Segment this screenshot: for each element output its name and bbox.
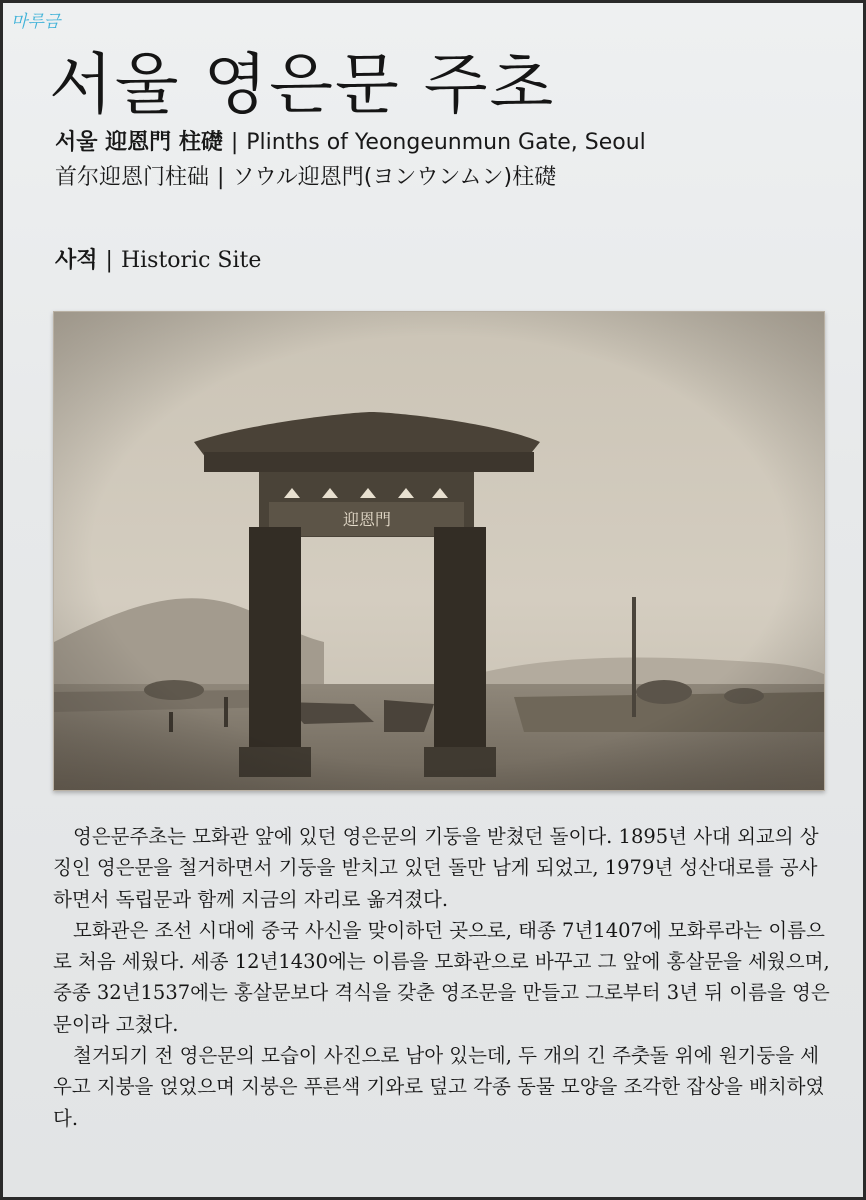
gate-photo-illustration [54, 312, 824, 790]
subtitle-hanja: 서울 迎恩門 柱礎 [55, 130, 223, 155]
subtitle-chinese: 首尔迎恩门柱础 [55, 165, 210, 190]
separator: | [105, 248, 113, 273]
description-paragraph: 철거되기 전 영은문의 모습이 사진으로 남아 있는데, 두 개의 긴 주춧돌 위에 원기둥을 세우고 지붕을 얹었으며 지붕은 푸른색 기와로 덮고 각종 동물 모양을 조각한 잡상을 배치하였다. [53, 1044, 825, 1130]
subtitle-chinese-japanese [55, 160, 556, 191]
description [53, 821, 833, 1134]
category-korean: 사적 [55, 248, 98, 273]
page-title: 서울 영은문 주초 [49, 46, 556, 123]
subtitle-hanja-english [55, 125, 646, 156]
category-label [55, 243, 261, 274]
subtitle-english: Plinths of Yeongeunmun Gate, Seoul [246, 130, 646, 155]
description-paragraph: 영은문주초는 모화관 앞에 있던 영은문의 기둥을 받쳤던 돌이다. 1895년 사대 외교의 상징인 영은문을 철거하면서 기둥을 받치고 있던 돌만 남게 되었고, 1979년 성산대로를 공사하면서 독립문과 함께 지금의 자리로 옮겨졌다. [53, 825, 819, 911]
separator: | [217, 165, 225, 190]
description-paragraph: 모화관은 조선 시대에 중국 사신을 맞이하던 곳으로, 태종 7년1407에 모화루라는 이름으로 처음 세웠다. 세종 12년1430에는 이름을 모화관으로 바꾸고 그 앞에 홍살문을 세웠으며, 중종 32년1537에는 홍살문보다 격식을 갖춘 영조문을 만들고 그로부터 3년 뒤 이름을 영은문이라 고쳤다. [53, 918, 830, 1036]
historic-photo [53, 311, 825, 791]
subtitle-japanese: ソウル迎恩門(ヨンウンムン)柱礎 [232, 165, 557, 190]
info-board [3, 3, 863, 1197]
category-english: Historic Site [120, 248, 262, 273]
watermark: 마루금 [11, 12, 61, 32]
separator: | [230, 130, 239, 155]
